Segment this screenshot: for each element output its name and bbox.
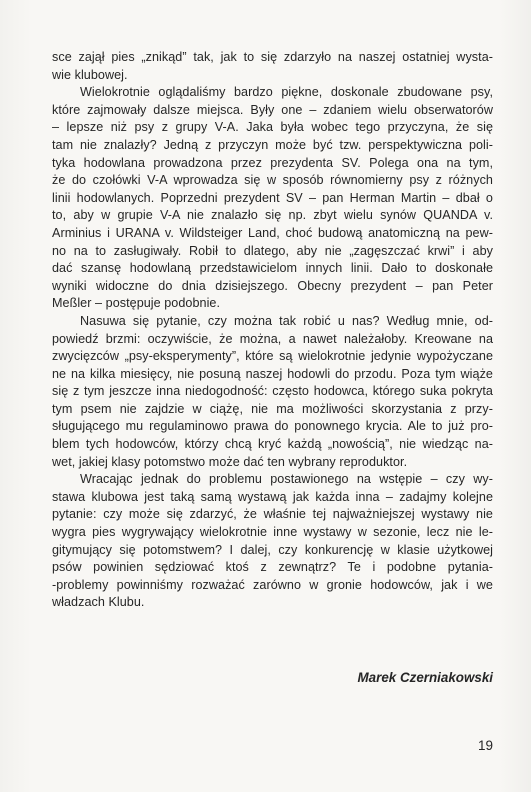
text-line: wie klubowej. bbox=[52, 67, 128, 82]
text-line: wyniki widoczne do dnia dzisiejszego. Obecny prezydent – pan Peter bbox=[52, 278, 493, 293]
text-line: Wracając jednak do problemu postawionego na wstępie – czy wy- bbox=[80, 472, 493, 487]
article-body bbox=[52, 49, 493, 612]
text-line: pytanie: czy może się zdarzyć, że właśnie tej najważniejszej wystawy nie bbox=[52, 507, 493, 522]
text-line: sce zajął pies „znikąd” tak, jak to się zdarzyło na naszej ostatniej wysta- bbox=[52, 50, 493, 64]
text-line: że do czołówki V-A wprowadza się w sposób równomierny psy z różnych bbox=[52, 173, 493, 188]
text-line: wygra pies wygrywający wielokrotnie inne wystawy w sezonie, lecz nie le- bbox=[52, 525, 493, 540]
text-line: no na to zasługiwały. Robił to dlatego, aby nie „zagęszczać krwi” i aby bbox=[52, 243, 493, 258]
text-line: to, aby w grupie V-A nie znalazło się np. zbyt wielu synów QUANDA v. bbox=[52, 208, 493, 223]
text-line: tam nie znalazły? Jedną z przyczyn może być tzw. perspektywiczna poli- bbox=[52, 137, 493, 152]
text-line: powiedź brzmi: oczywiście, że można, a nawet należałoby. Kreowane na bbox=[52, 331, 493, 346]
text-line: dać szansę hodowlaną przedstawicielom innych linii. Dało to doskonałe bbox=[52, 261, 493, 276]
text-line: linii hodowlanych. Poprzedni prezydent SV – pan Herman Martin – dbał o bbox=[52, 190, 493, 205]
author-signature: Marek Czerniakowski bbox=[357, 670, 493, 685]
text-line: stawa klubowa jest taką samą wystawą jak każda inna – zadajmy kolejne bbox=[52, 489, 493, 504]
text-line: psów powinien sędziować ktoś z zewnątrz? Te i podobne pytania- bbox=[52, 560, 493, 575]
text-line: wet, jakiej klasy potomstwo może dać ten wybrany reproduktor. bbox=[52, 454, 408, 469]
text-line: gitymujący się potomstwem? I dalej, czy konkurencję w klasie użytkowej bbox=[52, 542, 493, 557]
text-line: które zajmowały dalsze miejsca. Były one – zdaniem wielu obserwatorów bbox=[52, 102, 493, 117]
text-line: się z tym jeszcze inna niedogodność: często hodowca, którego suka pokryta bbox=[52, 384, 493, 399]
text-line: władzach Klubu. bbox=[52, 595, 145, 610]
text-line: tyka hodowlana prowadzona przez prezydenta SV. Polega ona na tym, bbox=[52, 155, 493, 170]
text-line: sługującego mu regulaminowo prawa do ponownego krycia. Ale to już pro- bbox=[52, 419, 493, 434]
text-line: blem tych hodowców, którzy chcą kryć każdą „nowością”, nie wiedząc na- bbox=[52, 437, 493, 452]
text-line: tym psem nie zajdzie w ciążę, nie ma możliwości skorzystania z przy- bbox=[52, 401, 493, 416]
text-line: Meßler – postępuje podobnie. bbox=[52, 296, 221, 311]
text-line: Wielokrotnie oglądaliśmy bardzo piękne, doskonale zbudowane psy, bbox=[80, 85, 493, 100]
text-line: ne na kilka miesięcy, nie posuną naszej hodowli do przodu. Poza tym wiąże bbox=[52, 366, 493, 381]
text-line: zwycięzców „psy-eksperymenty”, które są wielokrotnie jedynie wypożyczane bbox=[52, 349, 493, 364]
text-line: Nasuwa się pytanie, czy można tak robić u nas? Według mnie, od- bbox=[80, 313, 493, 328]
text-line: Arminius i URANA v. Wildsteiger Land, choć budową anatomiczną na pew- bbox=[52, 225, 493, 240]
text-line: – lepsze niż psy z grupy V-A. Jaka była wobec tego przyczyna, że się bbox=[52, 120, 493, 135]
page-number: 19 bbox=[477, 738, 493, 753]
text-line: -problemy powinniśmy rozważać zarówno w gronie hodowców, jak i we bbox=[52, 577, 493, 592]
